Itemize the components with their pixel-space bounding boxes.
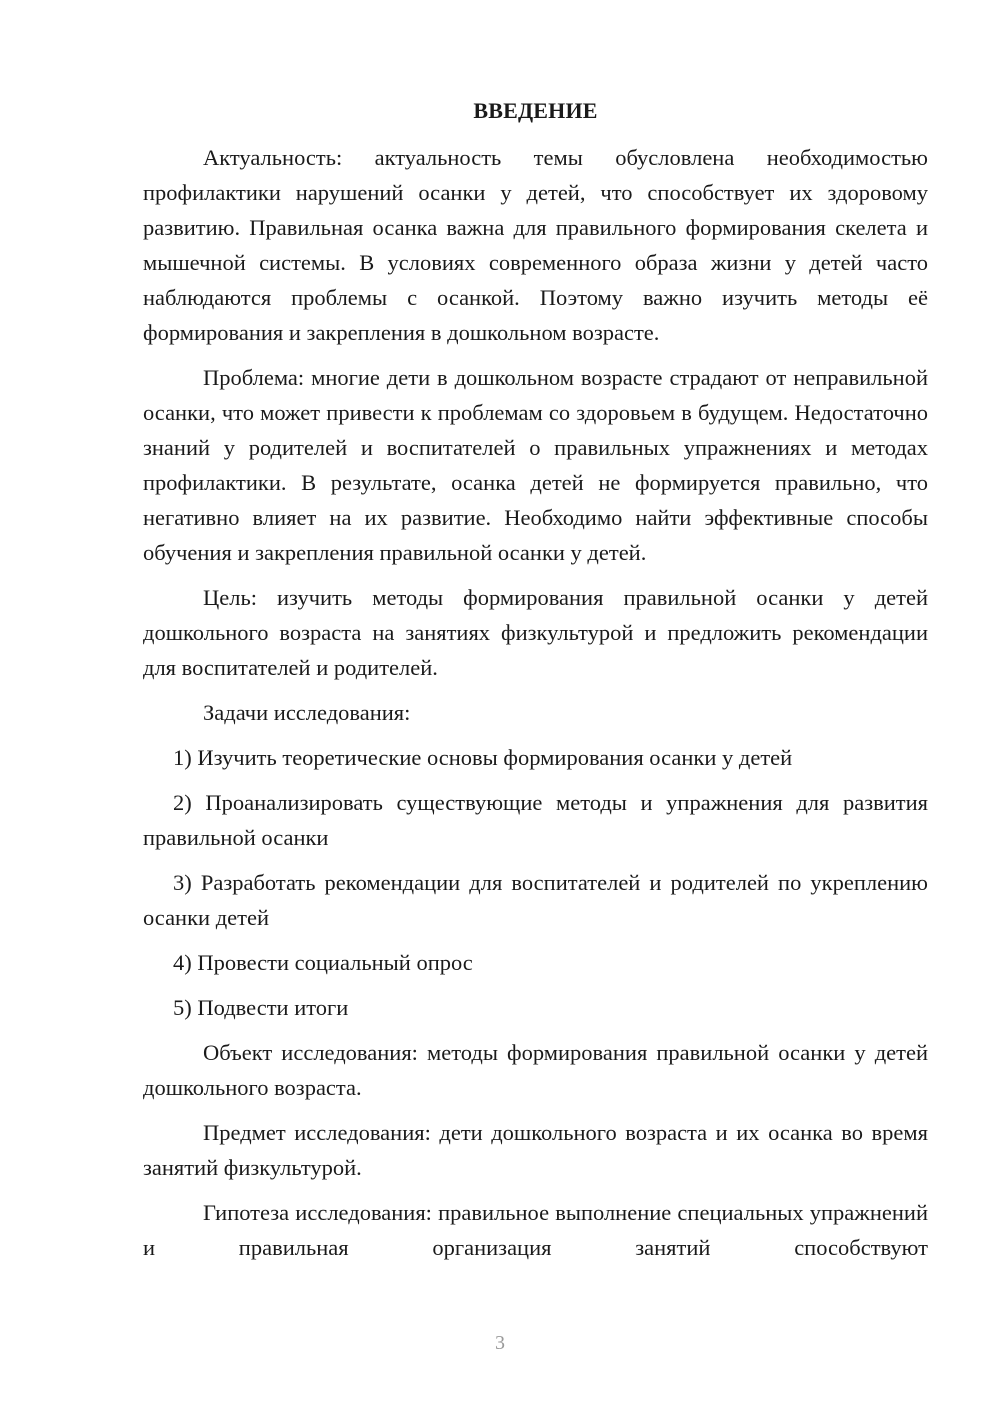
relevance-paragraph: Актуальность: актуальность темы обусловлена необходимостью профилактики нарушений осанки у детей, что способствует их здоровому развитию. Правильная осанка важна для правильного формирования скелета и мышечной системы. В условиях современного образа жизни у детей часто наблюдаются проблемы с осанкой. Поэтому важно изучить методы её формирования и закрепления в дошкольном возрасте. [143, 145, 928, 345]
task-item-2: 2) Проанализировать существующие методы и упражнения для развития правильной осанки [143, 790, 928, 850]
page-content [143, 94, 928, 1265]
object-paragraph: Объект исследования: методы формирования правильной осанки у детей дошкольного возраста. [143, 1040, 928, 1100]
hypothesis-paragraph: Гипотеза исследования: правильное выполнение специальных упражнений и правильная организация занятий способствуют [143, 1200, 928, 1260]
task-item-5: 5) Подвести итоги [173, 995, 349, 1020]
goal-paragraph: Цель: изучить методы формирования правильной осанки у детей дошкольного возраста на занятиях физкультурой и предложить рекомендации для воспитателей и родителей. [143, 585, 928, 680]
task-item-1: 1) Изучить теоретические основы формирования осанки у детей [173, 745, 793, 770]
problem-paragraph: Проблема: многие дети в дошкольном возрасте страдают от неправильной осанки, что может привести к проблемам со здоровьем в будущем. Недостаточно знаний у родителей и воспитателей о правильных упражнениях и методах профилактики. В результате, осанка детей не формируется правильно, что негативно влияет на их развитие. Необходимо найти эффективные способы обучения и закрепления правильной осанки у детей. [143, 365, 928, 565]
page-number: 3 [495, 1332, 505, 1354]
task-item-4: 4) Провести социальный опрос [173, 950, 473, 975]
subject-paragraph: Предмет исследования: дети дошкольного возраста и их осанка во время занятий физкультурой. [143, 1120, 928, 1180]
tasks-heading: Задачи исследования: [203, 700, 411, 725]
task-item-3: 3) Разработать рекомендации для воспитателей и родителей по укреплению осанки детей [143, 870, 928, 930]
page-title: ВВЕДЕНИЕ [473, 98, 598, 123]
